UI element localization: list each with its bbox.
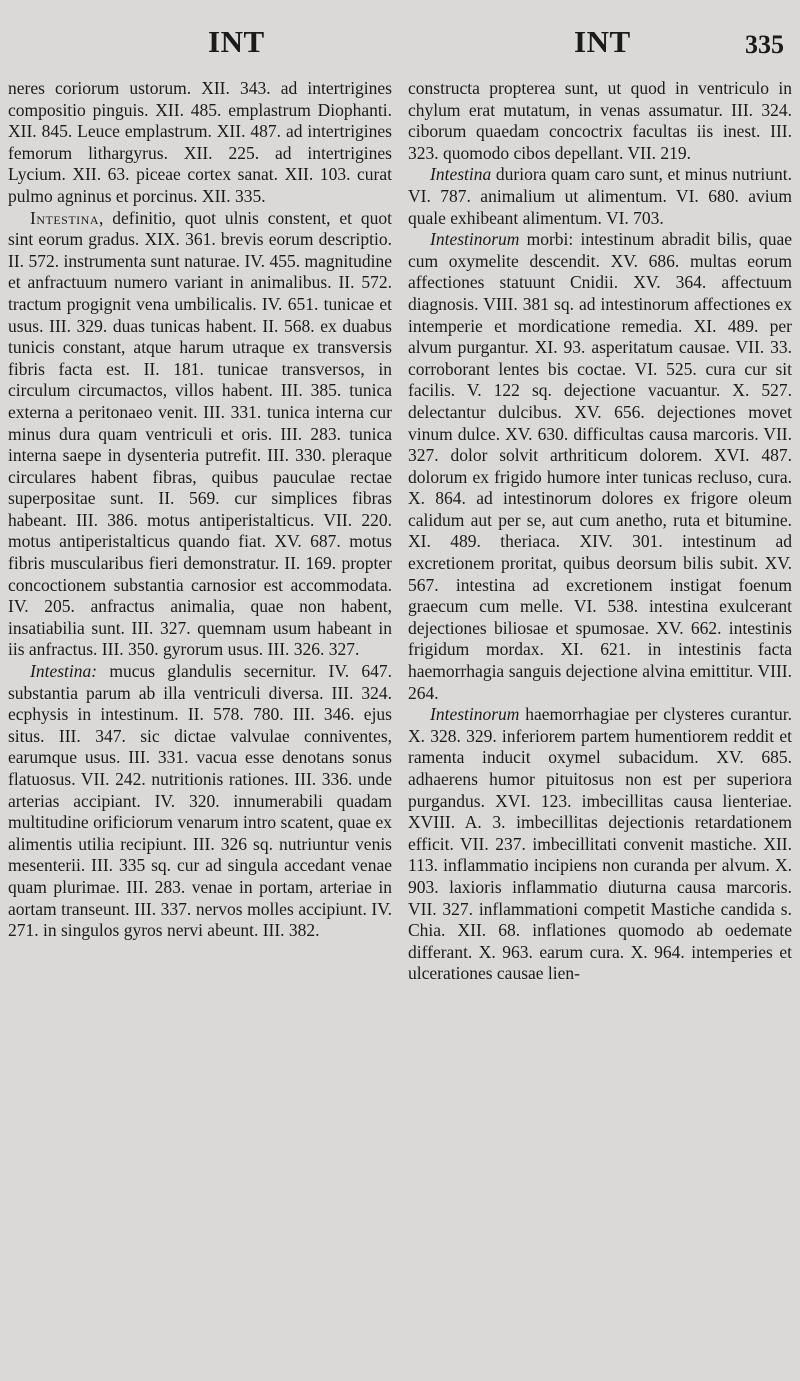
page-number: 335: [745, 30, 784, 59]
page-header: [8, 0, 792, 78]
right-running-headword: INT: [574, 24, 631, 59]
entry-lemma: Intestina:: [30, 661, 98, 682]
index-entry: [8, 78, 392, 208]
index-entry: [8, 208, 392, 661]
entry-lemma: Intestina: [30, 207, 99, 228]
entry-lemma: Intestina: [430, 164, 492, 185]
entry-lemma: Intestinorum: [430, 704, 520, 725]
index-entry: [408, 78, 792, 164]
entry-text: duriora quam caro sunt, et minus nutriunt. VI. 787. animalium ut alimentum. VI. 680. avium quale exhibeant alimentum. VI. 703.: [408, 164, 792, 228]
entry-text: morbi: intestinum abradit bilis, quae cum oxymelite descendit. XV. 686. multas eorum affectiones statuunt Cnidii. XV. 364. affectuum diagnosis. VIII. 381 sq. ad intestinorum affectiones ex intemperie et mordicatione remedia. XI. 489. per alvum purgantur. XI. 93. asperitatum causae. VII. 33. corroborant lentes bis coctae. VI. 525. cura cur sit facilis. V. 122 sq. dejectione vacuantur. X. 527. delectantur dulcibus. XV. 656. dejectiones movet vinum dulce. XV. 630. difficultas causa marcoris. VII. 327. dolor solvit arthriticum dolorem. XVI. 487. dolorum ex frigido humore inter tunicas recluso, cura. X. 864. ad intestinorum dolores ex frigore oleum calidum aut per se, aut cum anetho, ruta et bitumine. XI. 489. theriaca. XIV. 301. intestinum ad excretionem proritat, quibus deorsum bilis subit. XV. 567. intestina ad excretionem instigat foenum graecum cum melle. VI. 538. intestina exulcerant dejectiones biliosae et spumosae. XV. 662. intestinis frigidum mordax. XI. 621. in intestinis facta haemorrhagia sanguis dejectione alvina emittitur. VIII. 264.: [408, 229, 792, 703]
index-entry: [8, 661, 392, 942]
entry-text: mucus glandulis secernitur. IV. 647. substantia parum ab illa ventriculi diversa. III. 324. ecphysis in intestinum. II. 578. 780. III. 346. ejus situs. III. 347. sic dictae valvulae conniventes, earumque usus. III. 331. vacua esse denotans sonus flatuosus. VII. 242. nutritionis rationes. III. 336. unde arterias accipiant. IV. 320. innumerabili quadam multitudine orificiorum venarum intro scatent, quae ex alimentis utilia recipiunt. III. 326 sq. nutriuntur venis mesenterii. III. 335 sq. cur ad singula accedant venae quam plurimae. III. 283. venae in portam, arteriae in aortam transeunt. III. 337. nervos molles accipiunt. IV. 271. in singulos gyros nervi abeunt. III. 382.: [8, 661, 392, 941]
text-columns: [8, 78, 792, 985]
entry-text: constructa propterea sunt, ut quod in ventriculo in chylum erat mutatum, in venas assumatur. III. 324. ciborum quaedam concoctrix facultas iis inest. III. 323. quomodo cibos depellant. VII. 219.: [408, 78, 792, 163]
index-entry: [408, 704, 792, 985]
entry-text: , definitio, quot ulnis constent, et quot sint eorum gradus. XIX. 361. brevis eorum descriptio. II. 572. instrumenta sunt naturae. IV. 455. magnitudine et anfractuum numero variant in animalibus. II. 572. tractum progignit vena umbilicalis. IV. 651. tunicae et usus. III. 329. duas tunicas habent. II. 568. ex duabus tunicis constant, atque harum utraque ex transversis fibris facta est. II. 181. tunicae transversos, in circulum circumactos, villos habent. III. 385. tunica externa a peritonaeo venit. III. 331. tunica interna cur minus dura quam ventriculi et oris. III. 283. tunica interna saepe in dysenteria putrefit. III. 330. pleraque circulares habent fibras, quibus pauculae rectae superpositae sunt. II. 569. cur simplices fibras habeant. III. 386. motus antiperistalticus. VII. 220. motus antiperistalticus quando fiat. XV. 687. motus fibris muscularibus fieri demonstratur. II. 169. propter concoctionem substantia carnosior est accommodata. IV. 205. anfractus animalia, quae non habent, insatiabilia sunt. III. 327. quemnam usum habeant in iis anfractus. III. 350. gyrorum usus. III. 326. 327.: [8, 207, 392, 660]
entry-text: neres coriorum ustorum. XII. 343. ad intertrigines compositio pinguis. XII. 485. emplastrum Diophanti. XII. 845. Leuce emplastrum. XII. 487. ad intertrigines femorum lithargyrus. XII. 225. ad intertrigines Lycium. XII. 63. piceae cortex sanat. XII. 103. curat pulmo agninus et porcinus. XII. 335.: [8, 78, 392, 206]
left-running-headword: INT: [208, 24, 265, 59]
left-column: [8, 78, 392, 985]
index-entry: [408, 164, 792, 229]
right-column: [408, 78, 792, 985]
entry-text: haemorrhagiae per clysteres curantur. X. 328. 329. inferiorem partem humentiorem reddit et ramenta inducit oxymel subacidum. XV. 685. adhaerens humor pituitosus non est per superiora purgandus. XVI. 123. imbecillitas causa lienteriae. XVIII. A. 3. imbecillitas dejectionis retardationem efficit. VII. 237. imbecillitati convenit mastiche. XII. 113. inflammatio incipiens non curanda per alvum. X. 903. laxioris inflammatio diuturna causa marcoris. VII. 327. inflammationi competit Mastiche candida s. Chia. XII. 68. inflationes quomodo ab oedemate differant. X. 963. earum cura. X. 964. intemperies et ulcerationes causae lien-: [408, 704, 792, 984]
index-entry: [408, 229, 792, 704]
entry-lemma: Intestinorum: [430, 229, 520, 250]
